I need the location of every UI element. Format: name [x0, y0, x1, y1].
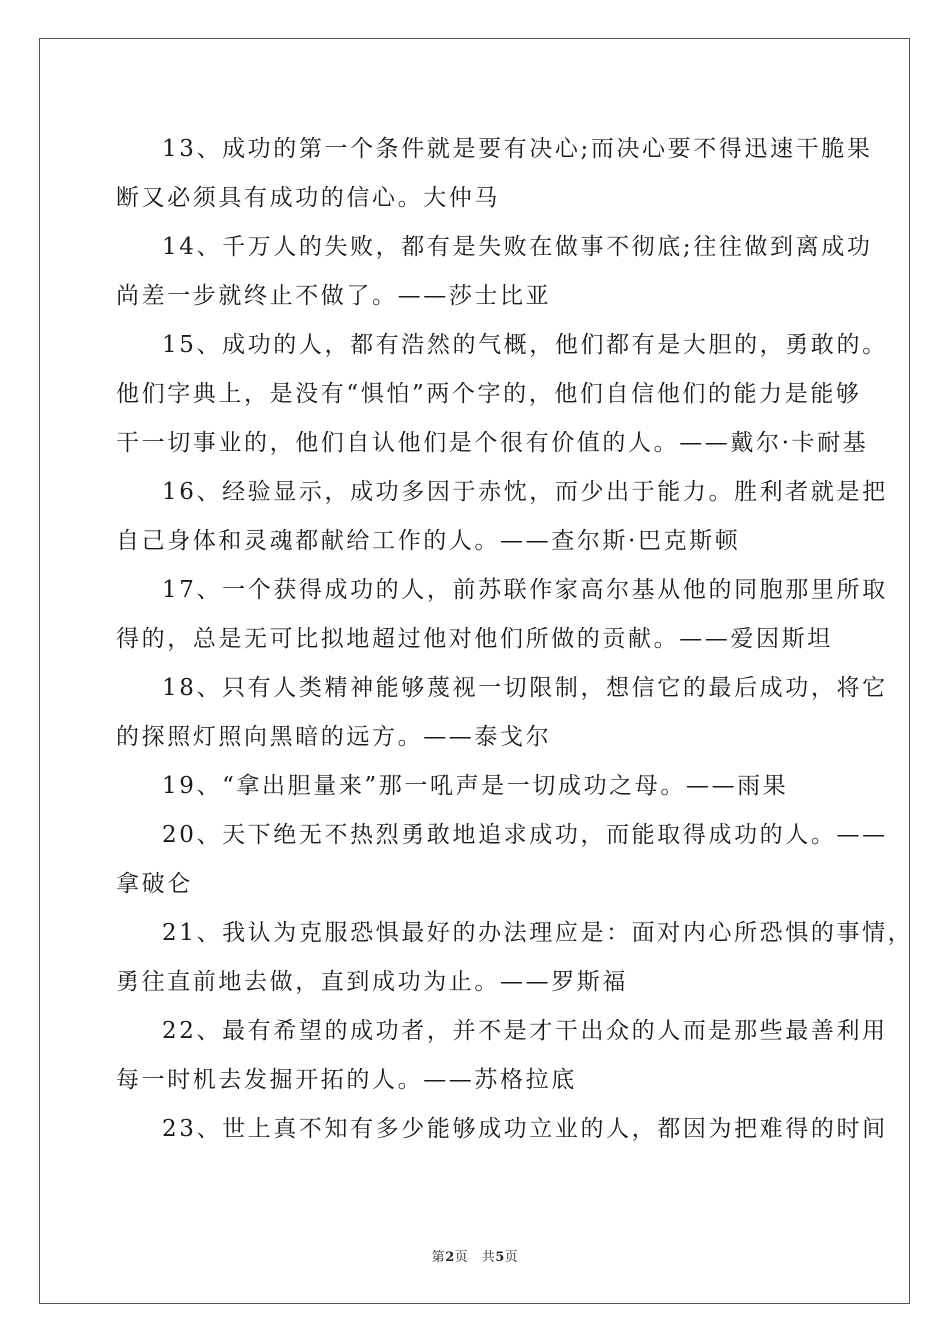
quote-paragraph — [116, 811, 888, 909]
paragraph-line: 13、成功的第一个条件就是要有决心;而决心要不得迅速干脆果 — [162, 136, 873, 162]
quote-paragraph — [116, 909, 914, 1007]
quote-paragraph — [116, 566, 888, 664]
quote-paragraph — [116, 223, 873, 321]
paragraph-line: 勇往直前地去做，直到成功为止。——罗斯福 — [116, 969, 628, 995]
quote-paragraph — [116, 762, 836, 811]
current-page-number: 2 — [445, 1250, 455, 1265]
paragraph-line: 22、最有希望的成功者，并不是才干出众的人而是那些最善利用 — [162, 1018, 888, 1044]
quote-paragraph — [116, 664, 888, 762]
paragraph-line: 16、经验显示，成功多因于赤忱，而少出于能力。胜利者就是把 — [162, 479, 888, 505]
document-body — [116, 125, 914, 1154]
paragraph-line: 14、千万人的失败，都有是失败在做事不彻底;往往做到离成功 — [162, 234, 873, 260]
quote-paragraph — [116, 125, 873, 223]
total-page-count: 5 — [495, 1250, 505, 1265]
quote-paragraph — [116, 1007, 888, 1105]
paragraph-line: 17、一个获得成功的人，前苏联作家高尔基从他的同胞那里所取 — [162, 577, 888, 603]
quote-paragraph — [116, 321, 888, 468]
page-footer — [0, 1246, 950, 1265]
paragraph-line: 尚差一步就终止不做了。——莎士比亚 — [116, 283, 552, 309]
paragraph-line: 19、“拿出胆量来”那一吼声是一切成功之母。——雨果 — [162, 773, 789, 799]
paragraph-line: 的探照灯照向黑暗的远方。——泰戈尔 — [116, 724, 552, 750]
paragraph-line: 23、世上真不知有多少能够成功立业的人，都因为把难得的时间 — [162, 1116, 888, 1142]
footer-suffix: 页 — [504, 1250, 519, 1265]
paragraph-line: 每一时机去发掘开拓的人。——苏格拉底 — [116, 1067, 577, 1093]
quote-paragraph — [116, 1105, 888, 1154]
footer-middle: 页 共 — [454, 1250, 496, 1265]
paragraph-line: 15、成功的人，都有浩然的气概，他们都有是大胆的，勇敢的。 — [162, 332, 888, 358]
footer-prefix: 第 — [431, 1250, 446, 1265]
paragraph-line: 18、只有人类精神能够蔑视一切限制，想信它的最后成功，将它 — [162, 675, 888, 701]
paragraph-line: 21、我认为克服恐惧最好的办法理应是：面对内心所恐惧的事情， — [162, 920, 914, 946]
paragraph-line: 他们字典上，是没有“惧怕”两个字的，他们自信他们的能力是能够 — [116, 381, 862, 407]
paragraph-line: 自己身体和灵魂都献给工作的人。——查尔斯·巴克斯顿 — [116, 528, 741, 554]
paragraph-line: 得的，总是无可比拟地超过他对他们所做的贡献。——爱因斯坦 — [116, 626, 833, 652]
quote-paragraph — [116, 468, 888, 566]
paragraph-line: 拿破仑 — [116, 871, 193, 897]
paragraph-line: 20、天下绝无不热烈勇敢地追求成功，而能取得成功的人。—— — [162, 822, 888, 848]
paragraph-line: 断又必须具有成功的信心。大仲马 — [116, 185, 500, 211]
paragraph-line: 干一切事业的，他们自认他们是个很有价值的人。——戴尔·卡耐基 — [116, 430, 869, 456]
